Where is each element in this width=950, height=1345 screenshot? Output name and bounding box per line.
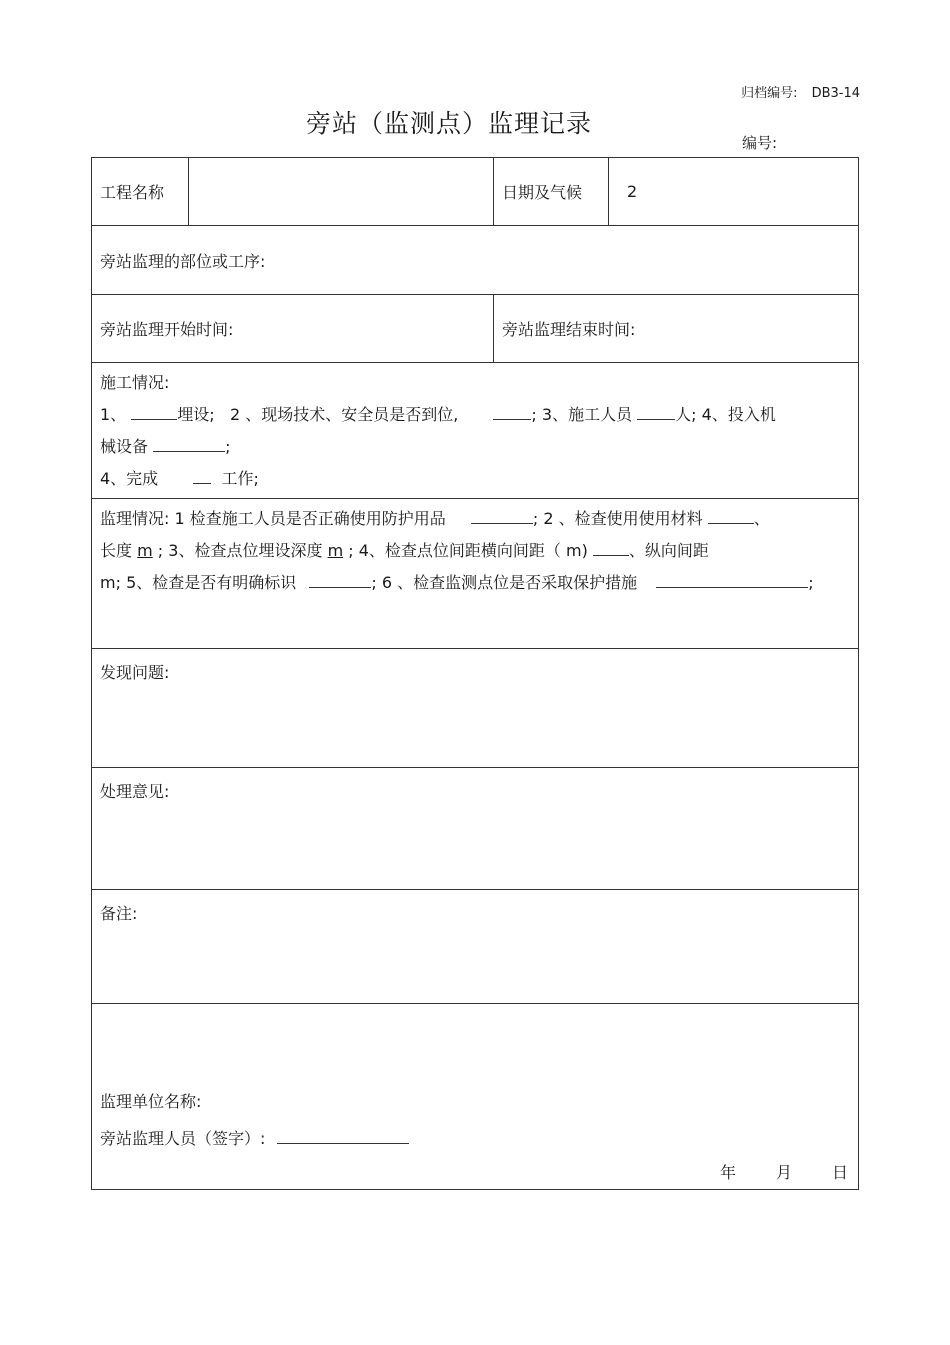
date-year: 年 [719,1163,736,1182]
s-l2-d: 、纵向间距 [628,541,709,560]
row-opinion [92,768,858,890]
blank-equipment[interactable] [153,433,225,452]
s-l2-m2: m [327,541,344,560]
page-title: 旁站（监测点）监理记录 [305,109,592,138]
row-supervision [92,499,858,649]
start-time-label: 旁站监理开始时间: [92,295,494,362]
row-problems [92,649,858,768]
blank-completed[interactable] [193,465,211,484]
remarks-label: 备注: [100,904,138,923]
problems-label: 发现问题: [100,663,170,682]
serial-label: 编号: [742,134,778,152]
signer-label: 旁站监理人员（签字）: [100,1129,266,1148]
signer-line [100,1125,409,1149]
s-l3-c: ; [808,573,814,592]
blank-workers[interactable] [637,401,675,420]
c-l1-a: 1、 [100,405,127,424]
end-time-label: 旁站监理结束时间: [502,320,636,339]
supervision-line-3 [100,567,850,599]
date-weather-field[interactable]: 2 [627,182,638,201]
construction-line-3 [100,463,850,495]
row-project [92,158,858,226]
row-time [92,295,858,363]
s-l3-a: m; 5、检查是否有明确标识 [100,573,297,592]
c-l1-c: 2 、现场技术、安全员是否到位, [229,405,459,424]
sign-date [680,1160,848,1183]
s-l2-b: ; 3、检查点位埋设深度 [157,541,323,560]
blank-marking[interactable] [309,569,371,588]
row-construction [92,363,858,499]
c-l1-b: 埋设; [177,405,215,424]
row-signature [92,1004,858,1189]
row-part [92,226,858,295]
s-l1-b: ; 2 、检查使用使用材料 [532,509,703,528]
archive-label: 归档编号: [741,86,798,101]
blank-lateral-spacing[interactable] [593,537,629,556]
date-month: 月 [775,1163,792,1182]
blank-protective[interactable] [471,505,533,524]
signature-field[interactable] [277,1125,409,1144]
row-remarks [92,890,858,1004]
archive-code: DB3-14 [811,86,860,101]
c-l2-a: 械设备 [100,437,149,456]
date-weather-label: 日期及气候 [494,158,609,225]
archive-number [727,82,860,101]
s-l2-a: 长度 [100,541,133,560]
supervision-line-1 [100,503,850,535]
construction-line-1 [100,399,850,431]
s-l2-c: ; 4、检查点位间距横向间距（ m) [348,541,588,560]
c-l3-b: 工作; [221,469,259,488]
c-l3-a: 4、完成 [100,469,159,488]
s-l1-c: 、 [753,509,770,528]
blank-protection[interactable] [656,569,808,588]
c-l1-e: 人; 4、投入机 [675,405,776,424]
project-name-field[interactable] [189,158,494,225]
part-label: 旁站监理的部位或工序: [100,251,266,271]
c-l1-d: ; 3、施工人员 [531,405,633,424]
blank-staff-present[interactable] [493,401,531,420]
s-l2-m1: m [137,541,153,560]
opinion-label: 处理意见: [100,782,170,801]
supervision-line-2 [100,535,850,567]
date-day: 日 [831,1163,848,1182]
construction-line-2 [100,431,850,463]
blank-embedded[interactable] [131,401,177,420]
blank-materials[interactable] [708,505,754,524]
record-form [91,157,859,1190]
unit-name-label: 监理单位名称: [100,1092,202,1111]
s-l3-b: ; 6 、检查监测点位是否采取保护措施 [371,573,638,592]
c-l2-b: ; [225,437,231,456]
construction-heading: 施工情况: [100,373,170,392]
s-l1-a: 监理情况: 1 检查施工人员是否正确使用防护用品 [100,509,446,528]
project-name-label: 工程名称 [92,158,189,225]
